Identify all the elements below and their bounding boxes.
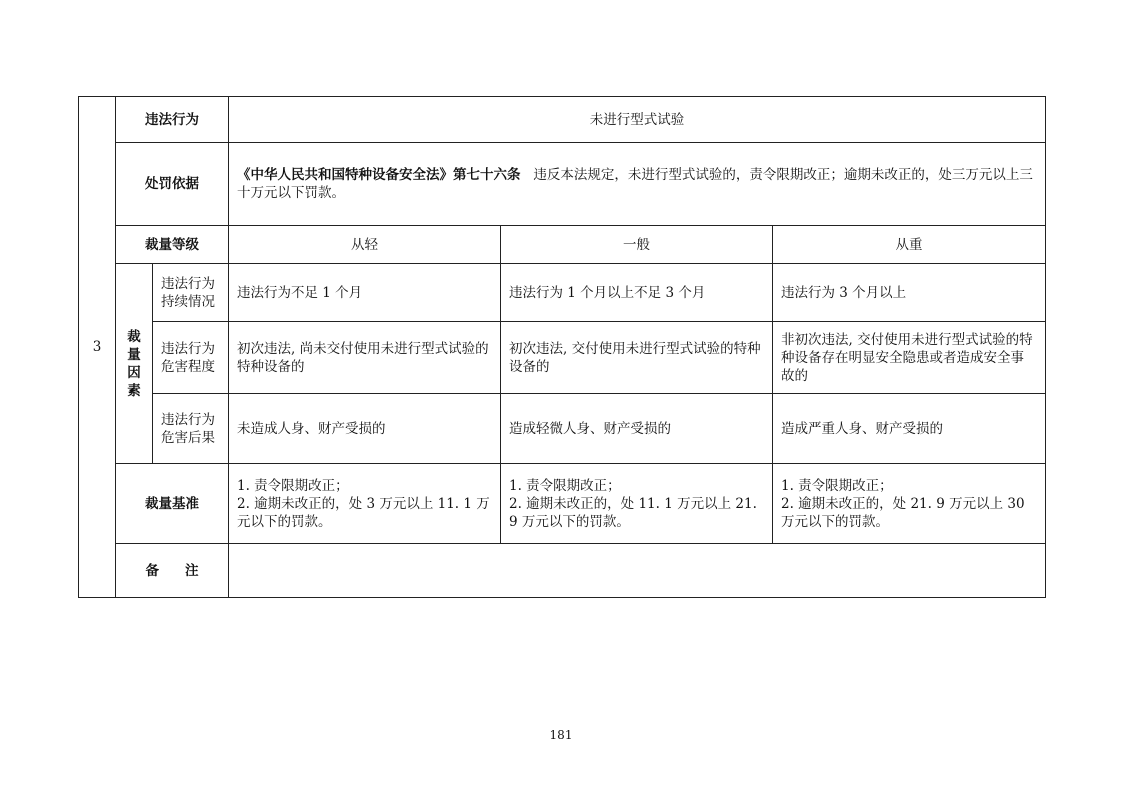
basis-value [229,143,1046,226]
level-lenient: 从轻 [229,226,501,264]
violation-row [79,97,1046,143]
factor-row [79,322,1046,394]
row-number: 3 [79,97,116,598]
factor-cell: 非初次违法, 交付使用未进行型式试验的特种设备存在明显安全隐患或者造成安全事故的 [773,322,1046,394]
factors-label: 裁量因素 [116,264,153,464]
factor-label: 违法行为 持续情况 [153,264,229,322]
violation-value: 未进行型式试验 [229,97,1046,143]
basis-label: 处罚依据 [116,143,229,226]
basis-row [79,143,1046,226]
factor-cell: 违法行为 3 个月以上 [773,264,1046,322]
factor-row [79,394,1046,464]
standard-cell: 1. 责令限期改正； 2. 逾期未改正的，处 3 万元以上 11. 1 万元以下的罚款。 [229,464,501,544]
factor-cell: 违法行为不足 1 个月 [229,264,501,322]
remarks-value [229,544,1046,598]
level-label: 裁量等级 [116,226,229,264]
standard-label: 裁量基准 [116,464,229,544]
penalty-discretion-table [78,96,1046,598]
factor-cell: 未造成人身、财产受损的 [229,394,501,464]
level-general: 一般 [501,226,773,264]
remarks-row [79,544,1046,598]
factor-cell: 初次违法, 交付使用未进行型式试验的特种设备的 [501,322,773,394]
factor-cell: 造成轻微人身、财产受损的 [501,394,773,464]
factor-row [79,264,1046,322]
factor-label: 违法行为 危害程度 [153,322,229,394]
level-row [79,226,1046,264]
standard-cell: 1. 责令限期改正； 2. 逾期未改正的，处 21. 9 万元以上 30 万元以下的罚款。 [773,464,1046,544]
level-severe: 从重 [773,226,1046,264]
factor-cell: 造成严重人身、财产受损的 [773,394,1046,464]
standard-row [79,464,1046,544]
remarks-label: 备注 [116,544,229,598]
standard-cell: 1. 责令限期改正； 2. 逾期未改正的，处 11. 1 万元以上 21. 9 万元以下的罚款。 [501,464,773,544]
law-title: 《中华人民共和国特种设备安全法》第七十六条 [237,167,521,183]
law-text: 违反本法规定，未进行型式试验的，责令限期改正；逾期未改正的，处三万元以上三十万元以下罚款。 [237,167,1033,201]
page-number: 181 [549,728,573,742]
violation-label: 违法行为 [116,97,229,143]
factor-cell: 违法行为 1 个月以上不足 3 个月 [501,264,773,322]
factor-label: 违法行为 危害后果 [153,394,229,464]
factor-cell: 初次违法, 尚未交付使用未进行型式试验的特种设备的 [229,322,501,394]
